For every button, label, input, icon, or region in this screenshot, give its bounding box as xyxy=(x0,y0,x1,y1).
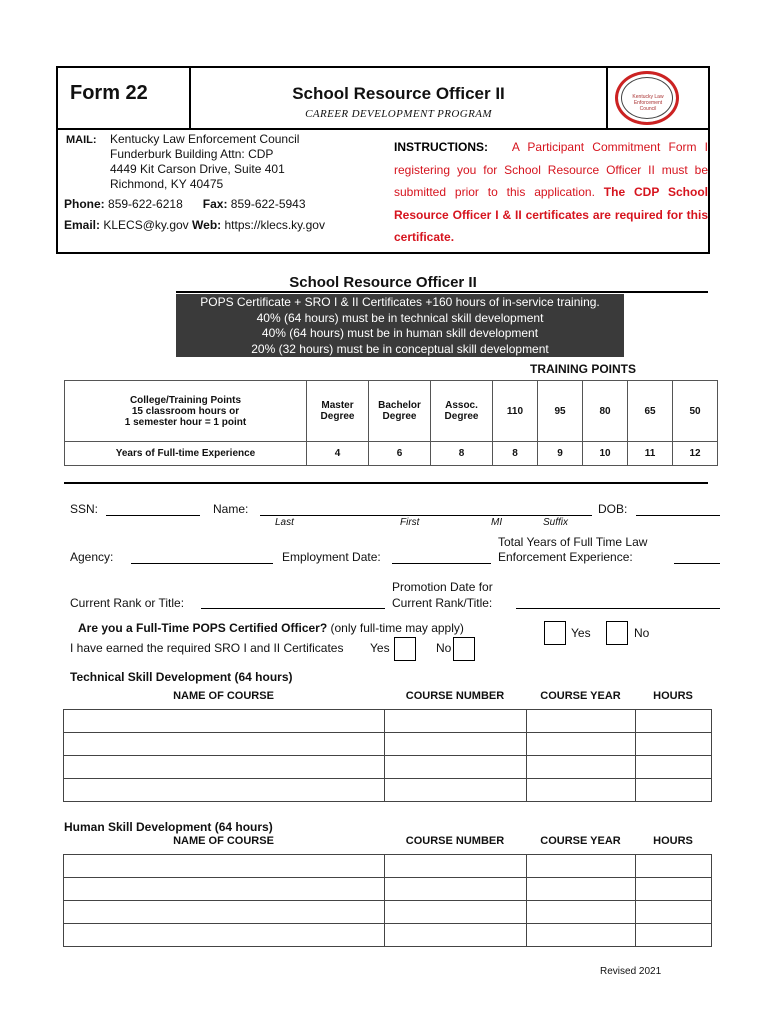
total-years-label: Total Years of Full Time Law xyxy=(498,535,648,549)
promotion-date-label-2: Current Rank/Title: xyxy=(392,596,493,610)
course-year-cell[interactable] xyxy=(527,710,636,733)
phone-fax-line xyxy=(64,197,306,211)
employment-date-label: Employment Date: xyxy=(282,550,381,564)
pops-question-text: Are you a Full-Time POPS Certified Officer? xyxy=(78,621,328,635)
sro-yes-checkbox[interactable] xyxy=(394,637,416,661)
experience-label: Years of Full-time Experience xyxy=(65,442,307,466)
instructions-requirement: The CDP School Resource Officer I & II certificates are required for this certificate. xyxy=(394,185,708,245)
college-points-label: College/Training Points 15 classroom hours or 1 semester hour = 1 point xyxy=(65,381,307,442)
hours-cell[interactable] xyxy=(636,756,712,779)
dob-field[interactable] xyxy=(636,515,720,516)
agency-field[interactable] xyxy=(131,563,273,564)
sro-yes-label: Yes xyxy=(370,641,390,655)
total-years-field[interactable] xyxy=(674,563,720,564)
hours-cell[interactable] xyxy=(636,924,712,947)
col-header-hours: HOURS xyxy=(653,690,693,702)
email-web-line xyxy=(64,218,325,232)
mailing-address xyxy=(110,132,299,192)
training-points-table xyxy=(64,380,718,466)
email-label: Email: xyxy=(64,218,101,232)
section-rule xyxy=(176,291,708,293)
instructions-text: A Participant Commitment Form I registering you for School Resource Officer II must be submitted prior to this application. xyxy=(394,140,708,200)
hours-cell[interactable] xyxy=(636,733,712,756)
table-row xyxy=(64,779,712,802)
col-header-number: COURSE NUMBER xyxy=(405,690,505,702)
pops-no-checkbox[interactable] xyxy=(606,621,628,645)
hours-cell[interactable] xyxy=(636,878,712,901)
address-line: Richmond, KY 40475 xyxy=(110,177,224,191)
col-header-name: NAME OF COURSE xyxy=(173,690,274,702)
requirement-line: POPS Certificate + SRO I & II Certificates +160 hours of in-service training. xyxy=(200,295,600,309)
fax-label: Fax: xyxy=(202,197,228,211)
course-year-cell[interactable] xyxy=(527,924,636,947)
table-cell: 50 xyxy=(673,381,718,442)
technical-course-table xyxy=(63,709,712,802)
pops-question xyxy=(78,621,464,635)
fax-number: 859-622-5943 xyxy=(230,197,306,211)
course-name-cell[interactable] xyxy=(64,756,385,779)
mi-hint: MI xyxy=(491,517,503,528)
sro-no-label: No xyxy=(436,641,452,655)
pops-no-label: No xyxy=(634,626,650,640)
web-label: Web: xyxy=(192,218,222,232)
requirement-line: 20% (32 hours) must be in conceptual skill development xyxy=(251,341,549,356)
course-number-cell[interactable] xyxy=(385,733,527,756)
course-number-cell[interactable] xyxy=(385,901,527,924)
course-number-cell[interactable] xyxy=(385,779,527,802)
human-heading: Human Skill Development (64 hours) xyxy=(64,820,273,834)
course-name-cell[interactable] xyxy=(64,878,385,901)
section-title: School Resource Officer II xyxy=(289,274,477,291)
table-cell: 80 xyxy=(583,381,628,442)
dob-label: DOB: xyxy=(598,502,628,516)
hours-cell[interactable] xyxy=(636,779,712,802)
instructions xyxy=(394,136,708,249)
table-cell: 9 xyxy=(538,442,583,466)
course-year-cell[interactable] xyxy=(527,779,636,802)
ssn-label: SSN: xyxy=(70,502,99,516)
course-name-cell[interactable] xyxy=(64,733,385,756)
rank-label: Current Rank or Title: xyxy=(70,596,185,610)
course-name-cell[interactable] xyxy=(64,901,385,924)
human-course-table xyxy=(63,854,712,947)
table-cell: 12 xyxy=(673,442,718,466)
table-row xyxy=(64,710,712,733)
course-number-cell[interactable] xyxy=(385,924,527,947)
table-cell: 11 xyxy=(628,442,673,466)
pops-note: (only full-time may apply) xyxy=(330,621,464,635)
course-number-cell[interactable] xyxy=(385,710,527,733)
name-label: Name: xyxy=(213,502,249,516)
total-years-label-2: Enforcement Experience: xyxy=(498,550,633,564)
address-line: 4449 Kit Carson Drive, Suite 401 xyxy=(110,162,285,176)
sro-statement: I have earned the required SRO I and II Certificates xyxy=(70,641,344,655)
rank-field[interactable] xyxy=(201,608,385,609)
course-year-cell[interactable] xyxy=(527,756,636,779)
requirements-box xyxy=(176,294,624,357)
course-year-cell[interactable] xyxy=(527,855,636,878)
training-points-label: TRAINING POINTS xyxy=(530,362,637,376)
table-cell: Bachelor Degree xyxy=(369,381,431,442)
table-cell: 6 xyxy=(369,442,431,466)
table-cell: 10 xyxy=(583,442,628,466)
table-row xyxy=(64,733,712,756)
phone-label: Phone: xyxy=(64,197,105,211)
hours-cell[interactable] xyxy=(636,901,712,924)
employment-date-field[interactable] xyxy=(392,563,491,564)
form-header xyxy=(56,66,710,254)
table-row xyxy=(64,855,712,878)
course-name-cell[interactable] xyxy=(64,710,385,733)
pops-yes-checkbox[interactable] xyxy=(544,621,566,645)
address-line: Kentucky Law Enforcement Council xyxy=(110,132,300,146)
address-line: Funderburk Building Attn: CDP xyxy=(110,147,274,161)
course-year-cell[interactable] xyxy=(527,878,636,901)
document-subtitle: CAREER DEVELOPMENT PROGRAM xyxy=(305,108,492,120)
hours-cell[interactable] xyxy=(636,710,712,733)
table-row xyxy=(64,878,712,901)
pops-yes-label: Yes xyxy=(571,626,591,640)
hours-cell[interactable] xyxy=(636,855,712,878)
instructions-label: INSTRUCTIONS: xyxy=(394,140,488,154)
table-cell: 95 xyxy=(538,381,583,442)
council-seal-icon xyxy=(615,71,679,125)
table-cell: 110 xyxy=(493,381,538,442)
table-row xyxy=(64,924,712,947)
revision-note: Revised 2021 xyxy=(600,966,662,977)
technical-heading: Technical Skill Development (64 hours) xyxy=(70,670,293,684)
col-header-year: COURSE YEAR xyxy=(540,690,621,702)
table-cell: 8 xyxy=(431,442,493,466)
divider xyxy=(64,482,708,484)
course-year-cell[interactable] xyxy=(527,733,636,756)
email-address[interactable]: KLECS@ky.gov xyxy=(103,218,189,232)
suffix-hint: Suffix xyxy=(543,517,569,528)
seal-text: Kentucky Law Enforcement Council xyxy=(632,94,664,112)
col-header-name: NAME OF COURSE xyxy=(173,835,274,847)
table-cell: 65 xyxy=(628,381,673,442)
agency-label: Agency: xyxy=(70,550,114,564)
course-name-cell[interactable] xyxy=(64,924,385,947)
table-cell: Master Degree xyxy=(307,381,369,442)
course-number-cell[interactable] xyxy=(385,855,527,878)
table-cell: Assoc. Degree xyxy=(431,381,493,442)
ssn-field[interactable] xyxy=(106,515,200,516)
course-name-cell[interactable] xyxy=(64,855,385,878)
table-cell: 8 xyxy=(493,442,538,466)
requirement-line: 40% (64 hours) must be in technical skill development xyxy=(256,310,544,325)
promotion-date-label: Promotion Date for xyxy=(392,580,493,594)
form-number: Form 22 xyxy=(70,82,148,104)
web-address[interactable]: https://klecs.ky.gov xyxy=(224,218,325,232)
table-row xyxy=(64,901,712,924)
table-row xyxy=(64,756,712,779)
col-header-hours: HOURS xyxy=(653,835,693,847)
col-header-year: COURSE YEAR xyxy=(540,835,621,847)
requirement-line: 40% (64 hours) must be in human skill development xyxy=(261,326,539,340)
course-number-cell[interactable] xyxy=(385,878,527,901)
course-name-cell[interactable] xyxy=(64,779,385,802)
mail-label: MAIL: xyxy=(66,134,97,146)
promotion-date-field[interactable] xyxy=(516,608,720,609)
course-number-cell[interactable] xyxy=(385,756,527,779)
col-header-number: COURSE NUMBER xyxy=(405,835,505,847)
last-hint: Last xyxy=(275,517,294,528)
document-title: School Resource Officer II xyxy=(292,84,505,103)
first-hint: First xyxy=(400,517,420,528)
sro-no-checkbox[interactable] xyxy=(453,637,475,661)
course-year-cell[interactable] xyxy=(527,901,636,924)
name-field[interactable] xyxy=(260,515,592,516)
phone-number: 859-622-6218 xyxy=(108,197,183,211)
table-cell: 4 xyxy=(307,442,369,466)
